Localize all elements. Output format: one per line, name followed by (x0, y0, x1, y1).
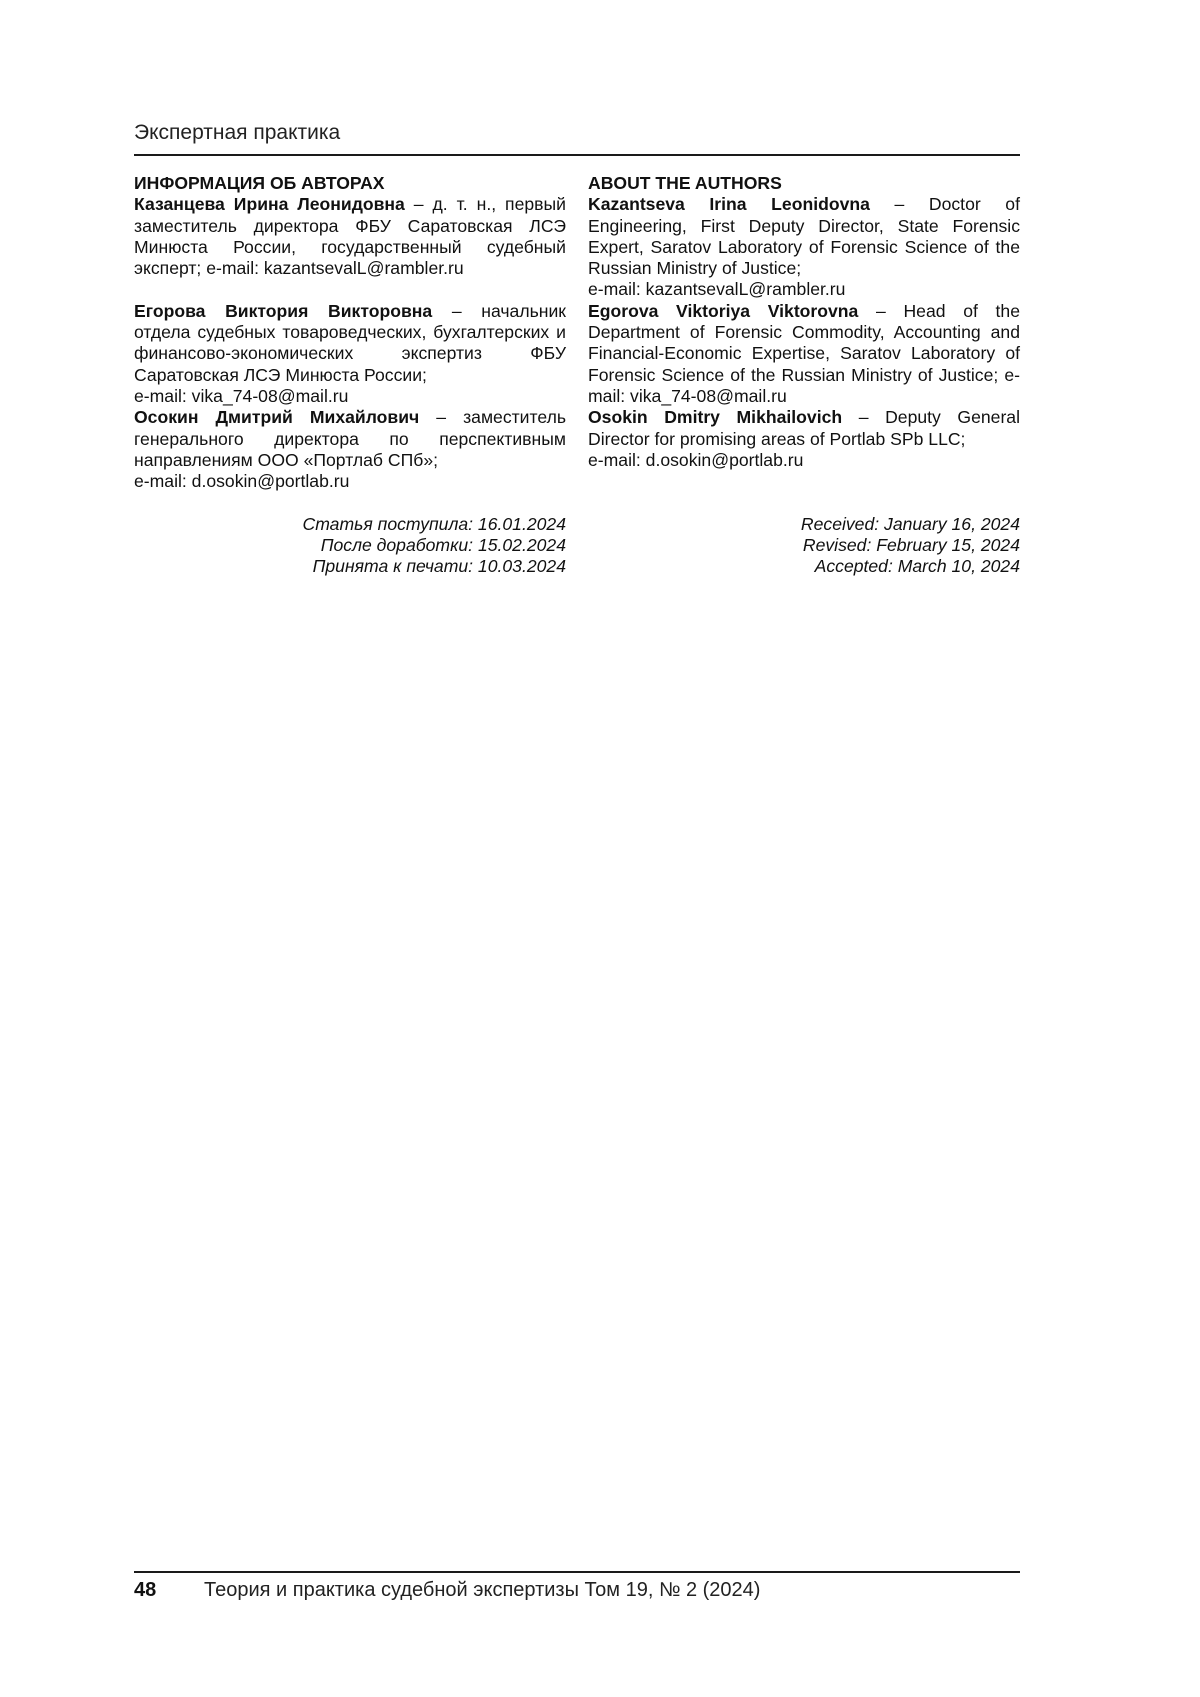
author-name: Kazantseva Irina Leonidovna (588, 194, 870, 215)
received-date: Статья поступила: 16.01.2024 (302, 513, 566, 534)
author-entry-ru (134, 194, 566, 279)
journal-title: Теория и практика судебной экспертизы Том 19, № 2 (2024) (204, 1579, 761, 1601)
revised-date: Revised: February 15, 2024 (802, 535, 1020, 556)
accepted-date: Принята к печати: 10.03.2024 (312, 556, 566, 577)
authors-heading-ru: ИНФОРМАЦИЯ ОБ АВТОРАХ (134, 173, 385, 193)
footer-rule (134, 1571, 1020, 1573)
page-footer (134, 1579, 1020, 1609)
author-name: Осокин Дмитрий Михайлович (134, 407, 420, 428)
header-rule (134, 154, 1020, 156)
received-date: Received: January 16, 2024 (800, 513, 1020, 534)
author-entry-en (588, 194, 1020, 279)
authors-heading-en: ABOUT THE AUTHORS (588, 173, 782, 193)
page-number: 48 (134, 1579, 157, 1601)
author-name: Egorova Viktoriya Viktorovna (588, 300, 859, 321)
author-description: – заместитель генерального директора по перспективным направлениям ООО «Портлаб СПб»; (134, 407, 566, 470)
author-name: Егорова Виктория Викторовна (134, 300, 433, 321)
author-entry-ru (134, 407, 566, 471)
author-description: – Head of the Department of Forensic Commodity, Accounting and Financial-Economic Expertise, Saratov Laboratory of Forensic Science of the Russian Ministry of Justice; e-mail: vika_74-08@mail.ru (588, 300, 1020, 406)
author-description: – д. т. н., первый заместитель директора ФБУ Саратовская ЛСЭ Минюста России, государственный судебный эксперт; e-mail: kazantsevalL@rambler.ru (134, 194, 566, 279)
author-entry-en (588, 407, 1020, 450)
running-header-section: Экспертная практика (134, 121, 341, 144)
author-name: Казанцева Ирина Леонидовна (134, 194, 405, 215)
authors-info-ru (134, 173, 566, 578)
author-entry-en (588, 301, 1020, 407)
article-dates-en (588, 514, 1020, 578)
author-email: e-mail: d.osokin@portlab.ru (134, 471, 350, 492)
author-description: – начальник отдела судебных товароведческих, бухгалтерских и финансово-экономических экспертиз ФБУ Саратовская ЛСЭ Минюста России; (134, 300, 566, 385)
author-entry-ru (134, 301, 566, 386)
author-email: e-mail: kazantsevalL@rambler.ru (588, 279, 846, 300)
accepted-date: Accepted: March 10, 2024 (814, 556, 1020, 577)
authors-info-en (588, 173, 1020, 578)
article-dates-ru (134, 514, 566, 578)
revised-date: После доработки: 15.02.2024 (320, 535, 566, 556)
spacer (134, 279, 566, 300)
author-description: – Deputy General Director for promising areas of Portlab SPb LLC; (588, 407, 1020, 449)
author-email: e-mail: vika_74-08@mail.ru (134, 385, 349, 406)
author-email: e-mail: d.osokin@portlab.ru (588, 449, 804, 470)
author-name: Osokin Dmitry Mikhailovich (588, 407, 843, 428)
author-description: – Doctor of Engineering, First Deputy Director, State Forensic Expert, Saratov Laboratory of Forensic Science of the Russian Ministry of Justice; (588, 194, 1020, 279)
